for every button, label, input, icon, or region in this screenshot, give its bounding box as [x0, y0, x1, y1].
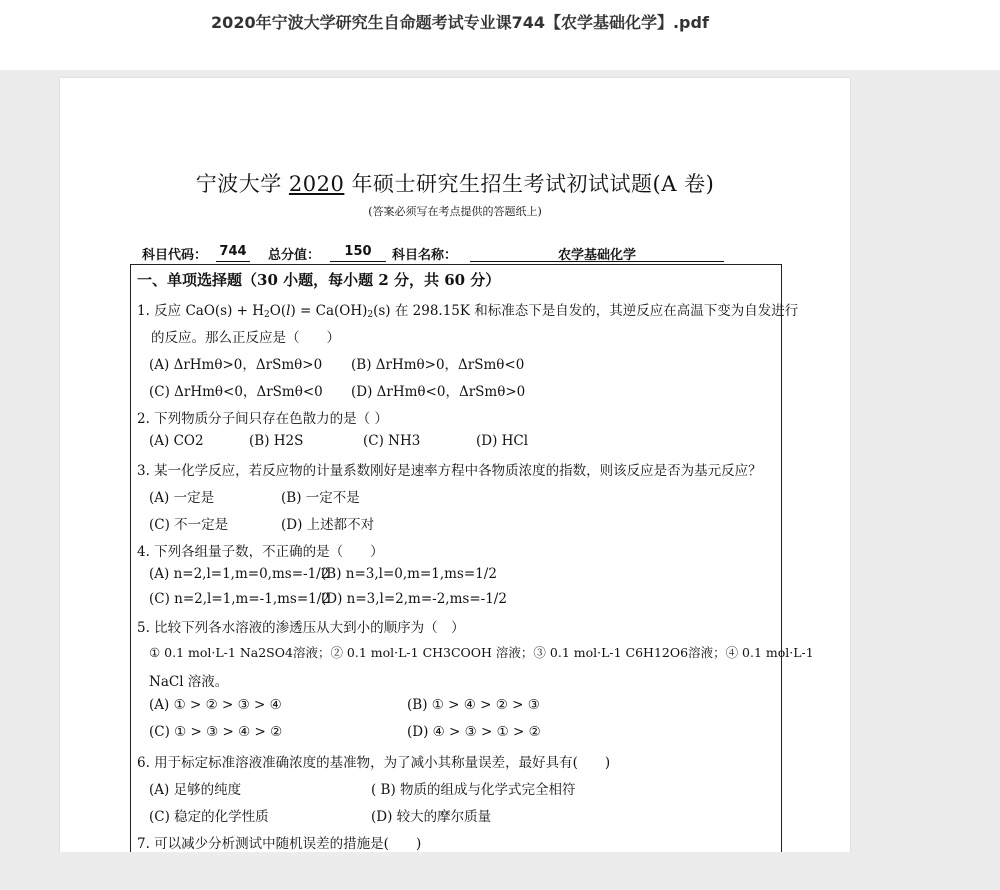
q1-option-c: (C) ΔrHmθ<0，ΔrSmθ<0	[149, 384, 323, 400]
question-1-line-1: 1. 反应 $CaO(s) + H_2O(l) = Ca(OH)_2(s)$ 在 298.15K 和标准态下是自发的，其逆反应在高温下变为自发进行	[137, 303, 799, 320]
q1-text-d: (s) 在 298.15K 和标准态下是自发的，其逆反应在高温下变为自发进行	[373, 303, 799, 319]
q5-option-c: (C) ① > ③ > ④ > ②	[149, 724, 283, 740]
q3-option-c: (C) 不一定是	[149, 517, 229, 533]
q6-option-c: (C) 稳定的化学性质	[149, 809, 269, 825]
exam-year: 2020	[288, 172, 345, 196]
q6-option-b: ( B) 物质的组成与化学式完全相符	[371, 782, 576, 798]
q4-option-b: (B) n=3,l=0,m=1,ms=1/2	[321, 566, 497, 582]
question-box	[130, 264, 814, 890]
question-7: 7. 可以减少分析测试中随机误差的措施是( )	[137, 836, 422, 852]
pdf-page	[60, 78, 850, 890]
q4-option-a: (A) n=2,l=1,m=0,ms=-1/2	[149, 566, 330, 582]
q1-text-c: ) = Ca(OH)	[290, 303, 368, 319]
q1-option-a: (A) ΔrHmθ>0，ΔrSmθ>0	[149, 357, 323, 373]
q1-option-b: (B) ΔrHmθ>0，ΔrSmθ<0	[351, 357, 525, 373]
q5-line-2: NaCl 溶液。	[149, 674, 229, 690]
q1-option-d: (D) ΔrHmθ<0，ΔrSmθ>0	[351, 384, 526, 400]
exam-note: (答案必须写在考点提供的答题纸上)	[368, 205, 542, 218]
question-2: 2. 下列物质分子间只存在色散力的是（ ）	[137, 411, 388, 427]
total-score-label: 总分值：	[268, 248, 321, 263]
q2-option-a: (A) CO2	[149, 433, 204, 449]
question-3: 3. 某一化学反应，若反应物的计量系数刚好是速率方程中各物质浓度的指数，则该反应是否为基元反应？	[137, 463, 762, 479]
q2-option-c: (C) NH3	[363, 433, 421, 449]
q5-option-b: (B) ① > ④ > ② > ③	[407, 697, 540, 713]
exam-title	[60, 168, 850, 198]
total-score-value: 150	[330, 244, 386, 262]
viewer-toolbar	[0, 0, 1000, 70]
question-6: 6. 用于标定标准溶液准确浓度的基准物，为了减小其称量误差，最好具有( )	[137, 755, 611, 771]
section-heading: 一、单项选择题（30 小题，每小题 2 分，共 60 分）	[137, 271, 501, 289]
question-5: 5. 比较下列各水溶液的渗透压从大到小的顺序为（ ）	[137, 620, 465, 636]
q3-option-a: (A) 一定是	[149, 490, 215, 506]
q2-option-d: (D) HCl	[476, 433, 529, 449]
subject-code-value: 744	[216, 244, 250, 262]
q5-option-d: (D) ④ > ③ > ① > ②	[407, 724, 541, 740]
q3-option-b: (B) 一定不是	[281, 490, 360, 506]
q1-text-a: 1. 反应 CaO(s) + H	[137, 303, 265, 319]
subject-name-value: 农学基础化学	[470, 244, 724, 262]
q5-line-1: ① 0.1 mol·L-1 Na2SO4溶液；② 0.1 mol·L-1 CH3COOH 溶液；③ 0.1 mol·L-1 C6H12O6溶液；④ 0.1 mol·L-1	[149, 645, 814, 660]
q4-option-c: (C) n=2,l=1,m=-1,ms=1/2	[149, 591, 330, 607]
question-1-line-2: 的反应。那么正反应是（ ）	[151, 330, 340, 346]
q6-option-d: (D) 较大的摩尔质量	[371, 809, 492, 825]
subject-name-label: 科目名称：	[392, 248, 458, 263]
subject-code-label: 科目代码：	[142, 248, 208, 263]
q5-option-a: (A) ① > ② > ③ > ④	[149, 697, 282, 713]
q6-option-a: (A) 足够的纯度	[149, 782, 242, 798]
q4-option-d: (D) n=3,l=2,m=-2,ms=-1/2	[321, 591, 507, 607]
question-4: 4. 下列各组量子数，不正确的是（ ）	[137, 544, 384, 560]
q1-text-b: O(	[269, 303, 287, 319]
document-title: 2020年宁波大学研究生自命题考试专业课744【农学基础化学】.pdf	[211, 13, 709, 32]
q2-option-b: (B) H2S	[249, 433, 304, 449]
q3-option-d: (D) 上述都不对	[281, 517, 375, 533]
viewer-bottom-bar	[0, 852, 1000, 890]
exam-title-prefix: 宁波大学	[195, 172, 289, 196]
exam-title-suffix: 年硕士研究生招生考试初试试题(A 卷)	[344, 172, 715, 196]
